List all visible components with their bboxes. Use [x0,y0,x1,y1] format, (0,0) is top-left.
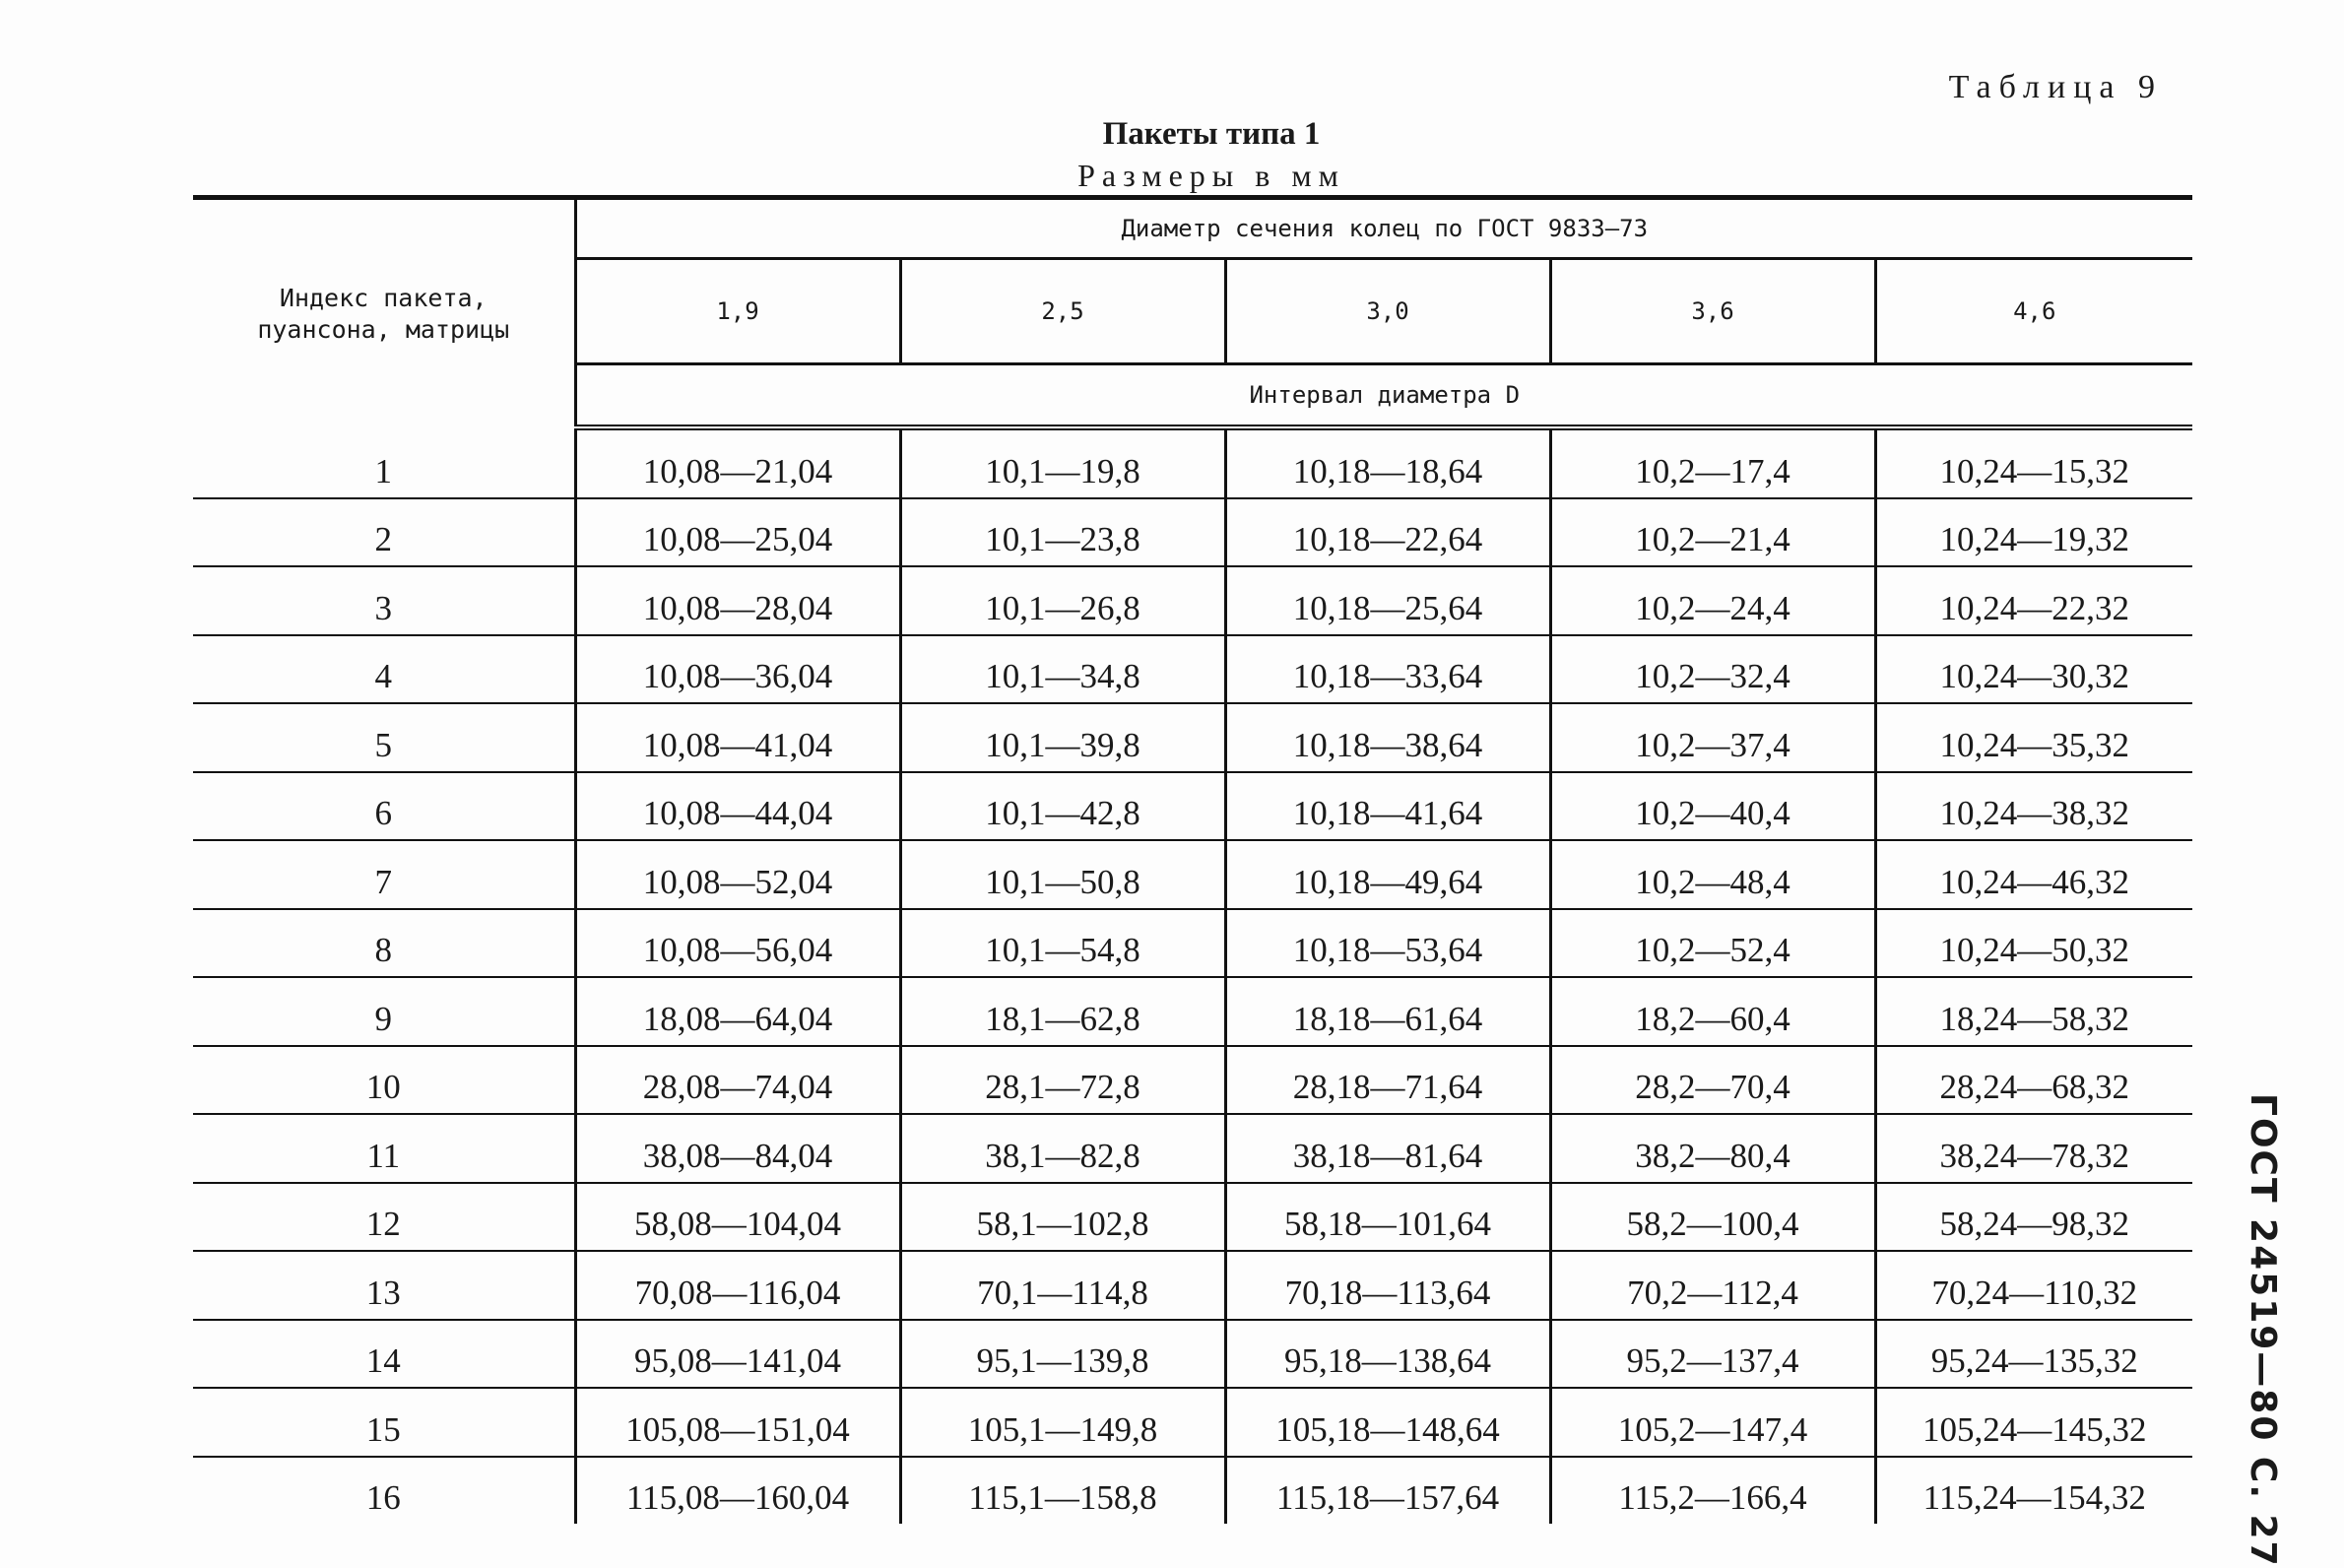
interval-cell: 10,18—41,64 [1225,772,1550,841]
interval-cell: 95,24—135,32 [1875,1320,2192,1389]
interval-cell: 18,2—60,4 [1550,977,1875,1046]
row-index: 2 [193,498,575,567]
interval-cell: 70,1—114,8 [900,1251,1225,1320]
interval-cell: 38,2—80,4 [1550,1114,1875,1183]
interval-cell: 70,24—110,32 [1875,1251,2192,1320]
row-index: 6 [193,772,575,841]
table-row [193,909,2192,978]
table-row [193,1388,2192,1457]
row-index: 13 [193,1251,575,1320]
interval-cell: 38,24—78,32 [1875,1114,2192,1183]
row-index: 10 [193,1046,575,1115]
table-row [193,427,2192,498]
interval-cell: 95,1—139,8 [900,1320,1225,1389]
interval-cell: 28,1—72,8 [900,1046,1225,1115]
interval-cell: 28,24—68,32 [1875,1046,2192,1115]
table-row [193,977,2192,1046]
interval-cell: 10,08—44,04 [575,772,900,841]
interval-cell: 10,18—18,64 [1225,427,1550,498]
table-title: Пакеты типа 1 [1102,116,1321,152]
page-side-caption: ГОСТ 24519—80 С. 27 [2243,1093,2283,1568]
units-caption: Размеры в мм [1077,158,1345,193]
interval-cell: 10,2—17,4 [1550,427,1875,498]
interval-cell: 70,2—112,4 [1550,1251,1875,1320]
interval-header: Интервал диаметра D [575,364,2192,428]
interval-cell: 105,18—148,64 [1225,1388,1550,1457]
interval-cell: 10,2—21,4 [1550,498,1875,567]
interval-cell: 38,1—82,8 [900,1114,1225,1183]
row-index: 7 [193,840,575,909]
interval-cell: 18,1—62,8 [900,977,1225,1046]
interval-cell: 10,2—32,4 [1550,635,1875,704]
table-row [193,840,2192,909]
interval-cell: 10,24—38,32 [1875,772,2192,841]
interval-cell: 115,18—157,64 [1225,1457,1550,1525]
interval-cell: 10,24—35,32 [1875,703,2192,772]
diameter-column-header: 3,6 [1550,259,1875,364]
row-index: 8 [193,909,575,978]
interval-cell: 28,2—70,4 [1550,1046,1875,1115]
interval-cell: 58,18—101,64 [1225,1183,1550,1252]
diameter-column-header: 4,6 [1875,259,2192,364]
interval-cell: 10,24—30,32 [1875,635,2192,704]
interval-cell: 58,08—104,04 [575,1183,900,1252]
interval-cell: 10,08—36,04 [575,635,900,704]
interval-cell: 10,24—50,32 [1875,909,2192,978]
interval-cell: 10,2—37,4 [1550,703,1875,772]
interval-cell: 10,18—33,64 [1225,635,1550,704]
interval-cell: 10,2—48,4 [1550,840,1875,909]
table-row [193,1457,2192,1525]
diameter-column-header: 2,5 [900,259,1225,364]
table-number: Таблица 9 [1948,69,2163,105]
row-index: 3 [193,566,575,635]
table-row [193,635,2192,704]
interval-cell: 10,08—28,04 [575,566,900,635]
row-index: 12 [193,1183,575,1252]
table-row [193,566,2192,635]
interval-cell: 105,08—151,04 [575,1388,900,1457]
interval-cell: 10,1—26,8 [900,566,1225,635]
interval-cell: 10,24—46,32 [1875,840,2192,909]
interval-cell: 10,24—15,32 [1875,427,2192,498]
row-index: 5 [193,703,575,772]
interval-cell: 115,24—154,32 [1875,1457,2192,1525]
row-index: 9 [193,977,575,1046]
interval-cell: 10,2—24,4 [1550,566,1875,635]
interval-cell: 95,08—141,04 [575,1320,900,1389]
table-row [193,703,2192,772]
interval-cell: 10,08—25,04 [575,498,900,567]
interval-cell: 70,08—116,04 [575,1251,900,1320]
interval-cell: 10,1—54,8 [900,909,1225,978]
interval-cell: 10,1—34,8 [900,635,1225,704]
interval-cell: 58,2—100,4 [1550,1183,1875,1252]
table-row [193,1114,2192,1183]
interval-cell: 38,18—81,64 [1225,1114,1550,1183]
interval-cell: 10,18—38,64 [1225,703,1550,772]
table-row [193,772,2192,841]
interval-cell: 95,2—137,4 [1550,1320,1875,1389]
interval-cell: 105,1—149,8 [900,1388,1225,1457]
interval-cell: 10,1—19,8 [900,427,1225,498]
interval-cell: 18,24—58,32 [1875,977,2192,1046]
interval-cell: 10,1—39,8 [900,703,1225,772]
interval-cell: 115,08—160,04 [625,1478,850,1517]
interval-cell: 38,08—84,04 [575,1114,900,1183]
table-row [193,1320,2192,1389]
interval-cell: 28,08—74,04 [575,1046,900,1115]
interval-cell: 18,08—64,04 [575,977,900,1046]
interval-cell: 10,18—53,64 [1225,909,1550,978]
interval-cell: 10,08—52,04 [575,840,900,909]
table-row [193,1183,2192,1252]
row-index: 14 [193,1320,575,1389]
row-index: 16 [193,1457,575,1525]
interval-cell: 70,18—113,64 [1225,1251,1550,1320]
interval-cell: 10,24—19,32 [1875,498,2192,567]
row-index: 1 [193,427,575,498]
interval-cell: 10,08—56,04 [575,909,900,978]
interval-cell: 18,18—61,64 [1225,977,1550,1046]
interval-cell: 10,18—22,64 [1225,498,1550,567]
table-row [193,1046,2192,1115]
interval-cell: 10,24—22,32 [1875,566,2192,635]
interval-cell: 10,1—42,8 [900,772,1225,841]
interval-cell: 10,2—52,4 [1550,909,1875,978]
interval-cell: 58,24—98,32 [1875,1183,2192,1252]
index-column-header: Индекс пакета, пуансона, матрицы [193,198,575,428]
row-index: 15 [193,1388,575,1457]
interval-cell: 115,2—166,4 [1550,1457,1875,1525]
interval-cell: 10,2—40,4 [1550,772,1875,841]
diameter-header: Диаметр сечения колец по ГОСТ 9833—73 [575,198,2192,259]
interval-cell: 115,1—158,8 [900,1457,1225,1525]
packages-table [193,195,2192,1524]
interval-cell: 95,18—138,64 [1225,1320,1550,1389]
interval-cell: 28,18—71,64 [1225,1046,1550,1115]
interval-cell: 58,1—102,8 [900,1183,1225,1252]
interval-cell: 105,2—147,4 [1550,1388,1875,1457]
interval-cell: 10,08—41,04 [575,703,900,772]
row-index: 11 [193,1114,575,1183]
row-index: 4 [193,635,575,704]
interval-cell: 105,24—145,32 [1875,1388,2192,1457]
interval-cell: 10,18—25,64 [1225,566,1550,635]
interval-cell: 10,1—50,8 [900,840,1225,909]
diameter-column-header: 3,0 [1225,259,1550,364]
table-row [193,1251,2192,1320]
table-row [193,498,2192,567]
interval-cell: 10,08—21,04 [575,427,900,498]
interval-cell: 10,18—49,64 [1225,840,1550,909]
interval-cell: 10,1—23,8 [900,498,1225,567]
diameter-column-header: 1,9 [575,259,900,364]
